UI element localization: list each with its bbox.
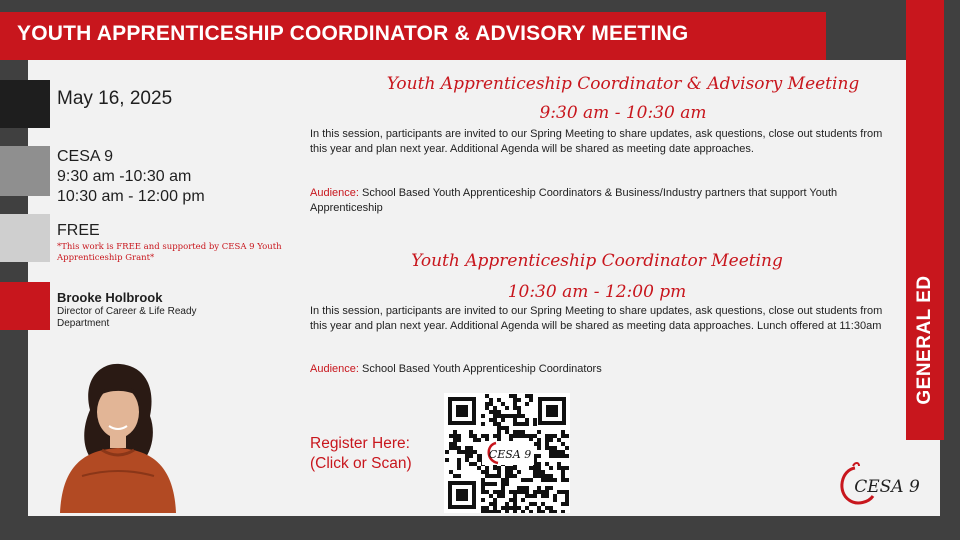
event-time-1: 9:30 am -10:30 am <box>57 168 192 185</box>
cesa9-logo <box>835 462 920 506</box>
contact-title: Director of Career & Life Ready Department <box>57 306 197 329</box>
logo-text: CESA 9 <box>854 477 920 497</box>
event-date: May 16, 2025 <box>57 88 173 109</box>
side-banner-label: GENERAL ED <box>914 275 935 405</box>
event-location-times <box>57 147 205 207</box>
register-line-2[interactable]: (Click or Scan) <box>310 455 412 472</box>
date-block-marker <box>0 80 50 128</box>
session2-title: Youth Apprenticeship Coordinator Meeting <box>411 251 783 271</box>
event-location: CESA 9 <box>57 148 114 165</box>
page-title: YOUTH APPRENTICESHIP COORDINATOR & ADVISORY MEETING <box>17 22 689 45</box>
contact-photo <box>52 358 182 513</box>
session2-description: In this session, participants are invited to our Spring Meeting to share updates, ask questions, close out students from this year and plan next year. Additional Agenda will be shared as meeting data approaches. Lunch offered at 11:30am <box>310 305 883 332</box>
session1-time: 9:30 am - 10:30 am <box>539 103 707 123</box>
session2-time: 10:30 am - 12:00 pm <box>507 282 687 302</box>
session2-audience-label: Audience: <box>310 363 359 375</box>
register-link[interactable] <box>310 434 450 474</box>
session1-title: Youth Apprenticeship Coordinator & Advisory Meeting <box>386 74 860 94</box>
price-note: *This work is FREE and supported by CESA 9 Youth Apprenticeship Grant* <box>57 242 282 263</box>
session1-audience-label: Audience: <box>310 187 359 199</box>
register-line-1[interactable]: Register Here: <box>310 435 410 452</box>
price-block-marker <box>0 214 50 262</box>
session1-description: In this session, participants are invited to our Spring Meeting to share updates, ask questions, close out students from this year and plan next year. Additional Agenda will be shared as meeting date approaches. <box>310 128 883 155</box>
session2-audience-text: School Based Youth Apprenticeship Coordinators <box>362 363 602 375</box>
session1-audience <box>310 186 885 216</box>
contact-block-marker <box>0 282 50 330</box>
event-price: FREE <box>57 222 100 239</box>
location-block-marker <box>0 146 50 196</box>
session1-audience-text: School Based Youth Apprenticeship Coordinators & Business/Industry partners that support Youth Apprenticeship <box>310 187 838 214</box>
qr-code[interactable] <box>444 393 570 513</box>
qr-logo-text: CESA 9 <box>488 448 532 461</box>
session2-audience <box>310 362 885 377</box>
event-time-2: 10:30 am - 12:00 pm <box>57 188 205 205</box>
contact-name: Brooke Holbrook <box>57 290 163 305</box>
